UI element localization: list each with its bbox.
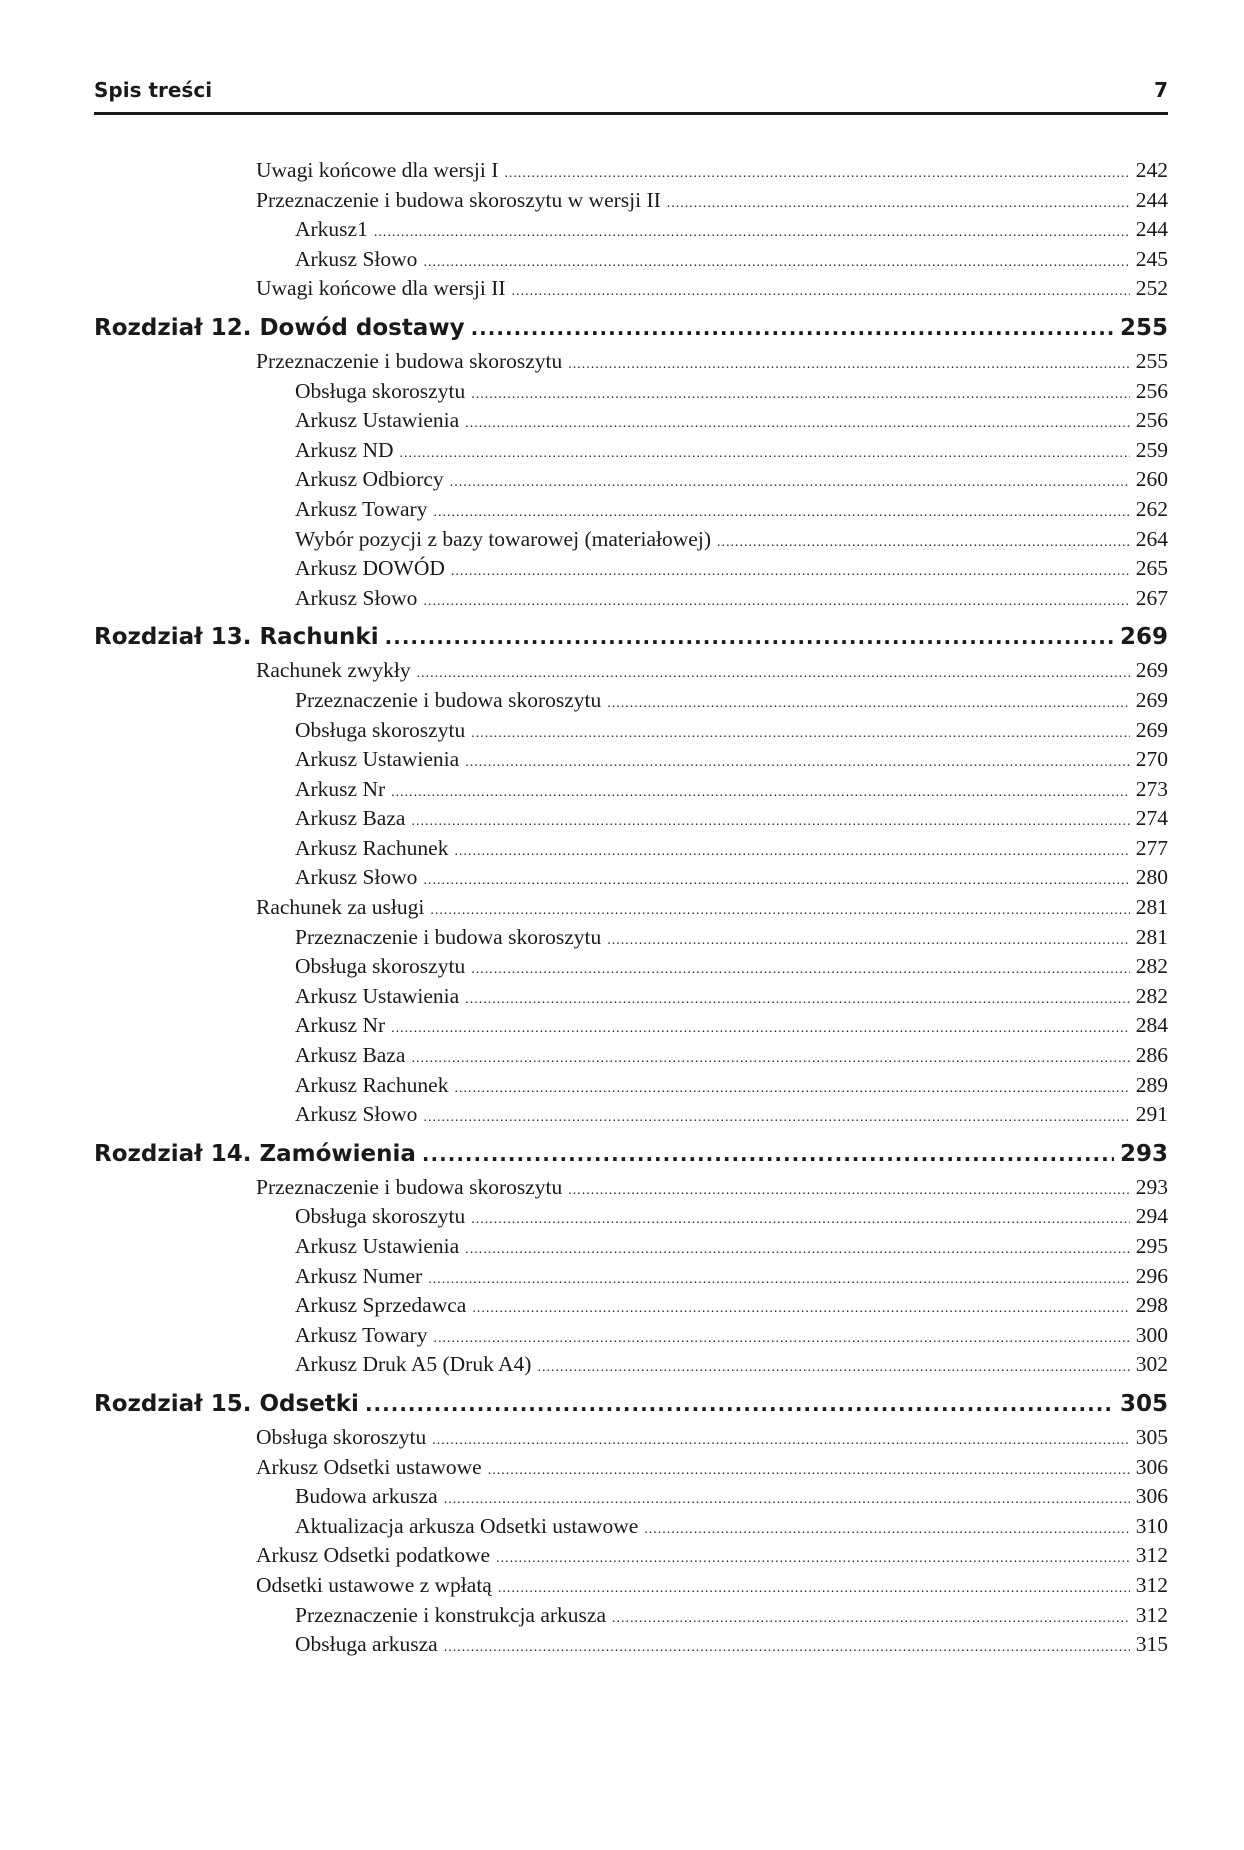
toc-entry bbox=[94, 247, 1168, 277]
toc-entry bbox=[94, 1484, 1168, 1514]
toc-label: Arkusz DOWÓD bbox=[295, 556, 445, 581]
toc-entry bbox=[94, 188, 1168, 218]
toc-label: Arkusz ND bbox=[295, 437, 394, 462]
toc-label: Arkusz Nr bbox=[295, 1013, 386, 1038]
toc-page-number: 282 bbox=[1135, 983, 1168, 1008]
toc-leader-dots bbox=[465, 755, 1130, 771]
toc-label: Rozdział 14. Zamówienia bbox=[94, 1140, 416, 1167]
toc-label: Obsługa arkusza bbox=[295, 1632, 438, 1657]
toc-entry bbox=[94, 1264, 1168, 1294]
toc-leader-dots bbox=[607, 933, 1129, 949]
toc-leader-dots bbox=[385, 625, 1114, 649]
toc-entry bbox=[94, 497, 1168, 527]
toc-leader-dots bbox=[391, 785, 1130, 801]
toc-label: Obsługa skoroszytu bbox=[295, 1204, 466, 1229]
toc-leader-dots bbox=[400, 446, 1130, 462]
toc-leader-dots bbox=[417, 666, 1130, 682]
toc-entry bbox=[94, 1323, 1168, 1353]
toc-page-number: 245 bbox=[1135, 246, 1168, 271]
toc-leader-dots bbox=[444, 1492, 1130, 1508]
toc-page-number: 259 bbox=[1135, 437, 1168, 462]
toc-leader-dots bbox=[454, 1081, 1129, 1097]
toc-label: Arkusz Towary bbox=[295, 496, 428, 521]
toc-label: Rozdział 15. Odsetki bbox=[94, 1390, 359, 1417]
toc-leader-dots bbox=[365, 1392, 1114, 1416]
toc-page-number: 294 bbox=[1135, 1204, 1168, 1229]
toc-entry bbox=[94, 658, 1168, 688]
toc-entry bbox=[94, 925, 1168, 955]
toc-entry bbox=[94, 836, 1168, 866]
toc-page-number: 256 bbox=[1135, 408, 1168, 433]
toc-page-number: 269 bbox=[1119, 624, 1168, 651]
toc-leader-dots bbox=[433, 1331, 1129, 1347]
toc-entry bbox=[94, 1234, 1168, 1264]
toc-label: Odsetki ustawowe z wpłatą bbox=[256, 1572, 492, 1597]
toc-page-number: 315 bbox=[1135, 1632, 1168, 1657]
toc-entry bbox=[94, 438, 1168, 468]
toc-entry bbox=[94, 1102, 1168, 1132]
toc-leader-dots bbox=[667, 196, 1130, 212]
toc-leader-dots bbox=[465, 992, 1130, 1008]
toc-label: Rozdział 12. Dowód dostawy bbox=[94, 314, 465, 341]
toc-entry bbox=[94, 1204, 1168, 1234]
toc-page-number: 295 bbox=[1135, 1234, 1168, 1258]
toc-leader-dots bbox=[717, 535, 1130, 551]
toc-label: Aktualizacja arkusza Odsetki ustawowe bbox=[295, 1513, 639, 1538]
running-header bbox=[94, 76, 1168, 115]
toc-leader-dots bbox=[465, 416, 1130, 432]
toc-label: Arkusz Ustawienia bbox=[295, 747, 460, 772]
toc-label: Przeznaczenie i budowa skoroszytu w wersji II bbox=[256, 187, 661, 212]
toc-leader-dots bbox=[444, 1640, 1130, 1656]
toc-entry bbox=[94, 217, 1168, 247]
toc-leader-dots bbox=[432, 1433, 1130, 1449]
toc-leader-dots bbox=[423, 594, 1129, 610]
toc-label: Rachunek za usługi bbox=[256, 895, 425, 920]
toc-leader-dots bbox=[472, 1301, 1129, 1317]
toc-leader-dots bbox=[607, 696, 1129, 712]
toc-label: Rachunek zwykły bbox=[256, 658, 411, 683]
toc-leader-dots bbox=[504, 166, 1129, 182]
toc-label: Arkusz Rachunek bbox=[295, 835, 449, 860]
toc-entry bbox=[94, 1293, 1168, 1323]
toc-page-number: 312 bbox=[1135, 1543, 1168, 1568]
toc-label: Arkusz Numer bbox=[295, 1263, 423, 1288]
toc-leader-dots bbox=[471, 726, 1130, 742]
toc-entry bbox=[94, 1543, 1168, 1573]
toc-entry bbox=[94, 1603, 1168, 1633]
toc-entry bbox=[94, 1425, 1168, 1455]
toc-label: Arkusz1 bbox=[295, 217, 368, 242]
toc-leader-dots bbox=[451, 564, 1130, 580]
toc-page-number: 277 bbox=[1135, 835, 1168, 860]
toc-leader-dots bbox=[488, 1463, 1130, 1479]
toc-page-number: 265 bbox=[1135, 556, 1168, 581]
toc-page-number: 293 bbox=[1119, 1140, 1168, 1167]
toc-page-number: 289 bbox=[1135, 1072, 1168, 1097]
toc-leader-dots bbox=[568, 1183, 1129, 1199]
header-title: Spis treści bbox=[94, 78, 213, 102]
toc-leader-dots bbox=[411, 814, 1129, 830]
toc-entry bbox=[94, 467, 1168, 497]
toc-entry bbox=[94, 158, 1168, 188]
toc-label: Arkusz Rachunek bbox=[295, 1072, 449, 1097]
toc-label: Arkusz Słowo bbox=[295, 585, 418, 610]
toc-entry bbox=[94, 777, 1168, 807]
toc-page-number: 286 bbox=[1135, 1043, 1168, 1068]
toc-label: Arkusz Sprzedawca bbox=[295, 1293, 467, 1318]
toc-entry bbox=[94, 527, 1168, 557]
header-page-number: 7 bbox=[1154, 78, 1168, 102]
toc-page-number: 256 bbox=[1135, 378, 1168, 403]
toc-label: Obsługa skoroszytu bbox=[295, 954, 466, 979]
toc-page-number: 244 bbox=[1135, 217, 1168, 242]
toc-leader-dots bbox=[423, 873, 1129, 889]
toc-page-number: 262 bbox=[1135, 496, 1168, 521]
toc-leader-dots bbox=[423, 255, 1129, 271]
toc-leader-dots bbox=[498, 1581, 1130, 1597]
toc-label: Arkusz Ustawienia bbox=[295, 408, 460, 433]
toc-entry bbox=[94, 1073, 1168, 1103]
toc-leader-dots bbox=[430, 903, 1129, 919]
toc-leader-dots bbox=[411, 1051, 1129, 1067]
toc-entry bbox=[94, 1175, 1168, 1205]
toc-leader-dots bbox=[423, 1110, 1129, 1126]
toc-leader-dots bbox=[568, 357, 1129, 373]
toc-entry bbox=[94, 747, 1168, 777]
toc-page-number: 264 bbox=[1135, 526, 1168, 551]
toc-page-number: 269 bbox=[1135, 658, 1168, 683]
toc-entry bbox=[94, 954, 1168, 984]
toc-entry bbox=[94, 806, 1168, 836]
toc-entry bbox=[94, 718, 1168, 748]
toc-page-number: 306 bbox=[1135, 1454, 1168, 1479]
toc-page-number: 302 bbox=[1135, 1352, 1168, 1377]
toc-leader-dots bbox=[537, 1360, 1129, 1376]
toc-entry bbox=[94, 586, 1168, 616]
toc-leader-dots bbox=[391, 1021, 1130, 1037]
toc-entry bbox=[94, 276, 1168, 306]
toc-label: Arkusz Nr bbox=[295, 776, 386, 801]
toc-page-number: 281 bbox=[1135, 895, 1168, 920]
toc-leader-dots bbox=[512, 284, 1130, 300]
toc-label: Arkusz Słowo bbox=[295, 865, 418, 890]
toc-entry bbox=[94, 1455, 1168, 1485]
toc-leader-dots bbox=[433, 505, 1129, 521]
toc-leader-dots bbox=[471, 962, 1130, 978]
toc-label: Wybór pozycji z bazy towarowej (materiałowej) bbox=[295, 526, 711, 551]
toc-leader-dots bbox=[374, 225, 1130, 241]
toc-leader-dots bbox=[612, 1611, 1130, 1627]
toc-page-number: 312 bbox=[1135, 1572, 1168, 1597]
toc-entry bbox=[94, 556, 1168, 586]
toc-page-number: 298 bbox=[1135, 1293, 1168, 1318]
toc-page-number: 242 bbox=[1135, 158, 1168, 182]
toc-label: Arkusz Słowo bbox=[295, 246, 418, 271]
toc-label: Arkusz Baza bbox=[295, 806, 406, 831]
toc-label: Arkusz Baza bbox=[295, 1043, 406, 1068]
toc-page-number: 252 bbox=[1135, 276, 1168, 301]
toc-entry bbox=[94, 1013, 1168, 1043]
toc-entry bbox=[94, 379, 1168, 409]
toc-page-number: 269 bbox=[1135, 717, 1168, 742]
toc-entry bbox=[94, 1514, 1168, 1544]
toc-label: Arkusz Odbiorcy bbox=[295, 467, 444, 492]
toc-entry bbox=[94, 1632, 1168, 1662]
toc-page-number: 270 bbox=[1135, 747, 1168, 772]
toc-label: Arkusz Odsetki podatkowe bbox=[256, 1543, 491, 1568]
toc-leader-dots bbox=[450, 475, 1130, 491]
toc-label: Arkusz Ustawienia bbox=[295, 983, 460, 1008]
toc-page-number: 274 bbox=[1135, 806, 1168, 831]
toc-page-number: 305 bbox=[1135, 1424, 1168, 1449]
table-of-contents bbox=[94, 158, 1168, 1662]
toc-leader-dots bbox=[496, 1551, 1130, 1567]
toc-page-number: 312 bbox=[1135, 1602, 1168, 1627]
toc-label: Rozdział 13. Rachunki bbox=[94, 624, 379, 651]
toc-page-number: 255 bbox=[1135, 348, 1168, 373]
toc-page-number: 284 bbox=[1135, 1013, 1168, 1038]
toc-page-number: 244 bbox=[1135, 187, 1168, 212]
toc-label: Przeznaczenie i budowa skoroszytu bbox=[295, 687, 602, 712]
toc-label: Arkusz Słowo bbox=[295, 1102, 418, 1127]
toc-label: Obsługa skoroszytu bbox=[295, 717, 466, 742]
toc-label: Arkusz Ustawienia bbox=[295, 1234, 460, 1258]
toc-entry bbox=[94, 984, 1168, 1014]
toc-label: Przeznaczenie i konstrukcja arkusza bbox=[295, 1602, 606, 1627]
toc-label: Arkusz Druk A5 (Druk A4) bbox=[295, 1352, 532, 1377]
toc-entry bbox=[94, 1573, 1168, 1603]
toc-page-number: 280 bbox=[1135, 865, 1168, 890]
toc-entry bbox=[94, 349, 1168, 379]
toc-label: Obsługa skoroszytu bbox=[256, 1424, 427, 1449]
toc-page-number: 296 bbox=[1135, 1263, 1168, 1288]
toc-entry bbox=[94, 408, 1168, 438]
toc-label: Uwagi końcowe dla wersji II bbox=[256, 276, 506, 301]
toc-page-number: 281 bbox=[1135, 924, 1168, 949]
toc-leader-dots bbox=[471, 316, 1114, 340]
toc-entry bbox=[94, 1352, 1168, 1382]
toc-leader-dots bbox=[471, 387, 1130, 403]
toc-entry bbox=[94, 895, 1168, 925]
toc-page-number: 282 bbox=[1135, 954, 1168, 979]
toc-entry bbox=[94, 865, 1168, 895]
toc-label: Arkusz Odsetki ustawowe bbox=[256, 1454, 482, 1479]
toc-leader-dots bbox=[428, 1272, 1130, 1288]
toc-label: Arkusz Towary bbox=[295, 1322, 428, 1347]
toc-leader-dots bbox=[644, 1522, 1129, 1538]
toc-leader-dots bbox=[454, 844, 1129, 860]
toc-label: Przeznaczenie i budowa skoroszytu bbox=[256, 1174, 563, 1199]
toc-label: Obsługa skoroszytu bbox=[295, 378, 466, 403]
toc-page-number: 293 bbox=[1135, 1174, 1168, 1199]
toc-page-number: 306 bbox=[1135, 1484, 1168, 1509]
toc-entry bbox=[94, 1043, 1168, 1073]
toc-label: Przeznaczenie i budowa skoroszytu bbox=[295, 924, 602, 949]
toc-entry bbox=[94, 688, 1168, 718]
toc-page-number: 273 bbox=[1135, 776, 1168, 801]
toc-page-number: 300 bbox=[1135, 1322, 1168, 1347]
toc-page-number: 310 bbox=[1135, 1513, 1168, 1538]
toc-leader-dots bbox=[465, 1242, 1130, 1258]
toc-page-number: 255 bbox=[1119, 314, 1168, 341]
toc-leader-dots bbox=[422, 1142, 1114, 1166]
toc-page-number: 269 bbox=[1135, 687, 1168, 712]
toc-label: Budowa arkusza bbox=[295, 1484, 438, 1509]
toc-page-number: 305 bbox=[1119, 1390, 1168, 1417]
toc-page-number: 267 bbox=[1135, 585, 1168, 610]
toc-label: Przeznaczenie i budowa skoroszytu bbox=[256, 348, 563, 373]
toc-leader-dots bbox=[471, 1212, 1130, 1228]
toc-page-number: 260 bbox=[1135, 467, 1168, 492]
toc-page-number: 291 bbox=[1135, 1102, 1168, 1127]
toc-label: Uwagi końcowe dla wersji I bbox=[256, 158, 499, 182]
